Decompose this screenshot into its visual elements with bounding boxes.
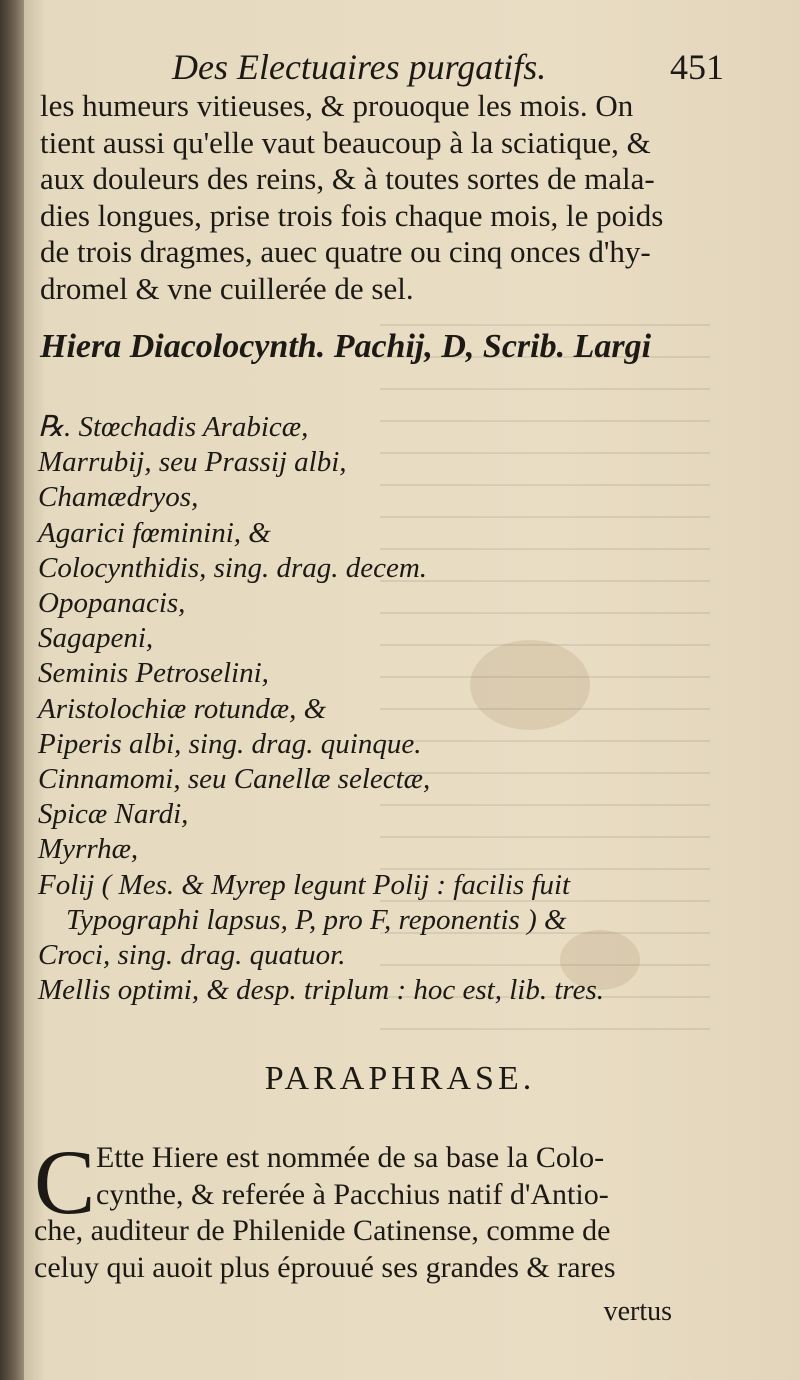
ingredient-line: Cinnamomi, seu Canellæ selectæ, (38, 763, 431, 796)
binding-gutter (0, 0, 24, 1380)
page-header (40, 40, 730, 90)
ingredient-line: Seminis Petroselini, (38, 657, 269, 690)
ingredient-line: Marrubij, seu Prassij albi, (38, 446, 347, 479)
catchword: vertus (603, 1296, 672, 1327)
ingredient-line: Myrrhæ, (38, 833, 139, 866)
ingredient-line: Opopanacis, (38, 587, 186, 620)
ingredient-line: Colocynthidis, sing. drag. decem. (38, 551, 428, 584)
text-line: dies longues, prise trois fois chaque mois, le poids (40, 197, 664, 233)
ingredient-line: Folij ( Mes. & Myrep legunt Polij : facilis fuit (38, 868, 571, 901)
ingredient-line: ℞. Stœchadis Arabicæ, (38, 411, 309, 443)
text-line: les humeurs vitieuses, & prouoque les mois. On (40, 88, 634, 123)
page-number: 451 (670, 47, 724, 87)
drop-cap: C (34, 1131, 96, 1233)
text-line: che, auditeur de Philenide Catinense, comme de (34, 1214, 611, 1247)
text-line: aux douleurs des reins, & à toutes sortes de mala- (40, 161, 655, 196)
body-paragraph (40, 88, 730, 307)
ingredient-line: Piperis albi, sing. drag. quinque. (38, 727, 422, 760)
text-line: dromel & vne cuillerée de sel. (40, 270, 414, 306)
ingredient-list (38, 410, 718, 1008)
text-line: celuy qui auoit plus éprouué ses grandes & rares (34, 1250, 616, 1284)
ingredient-line: Sagapeni, (38, 622, 154, 655)
text-line: cynthe, & referée à Pacchius natif d'Antio- (96, 1177, 609, 1211)
text-line: Ette Hiere est nommée de sa base la Colo- (96, 1141, 605, 1174)
ingredient-line: Agarici fœminini, & (38, 516, 271, 549)
running-title: Des Electuaires purgatifs. (172, 47, 547, 87)
ingredient-line: Croci, sing. drag. quatuor. (38, 939, 346, 972)
ingredient-line: Mellis optimi, & desp. triplum : hoc est, lib. tres. (38, 974, 604, 1007)
text-line: de trois dragmes, auec quatre ou cinq onces d'hy- (40, 234, 651, 269)
text-line: tient aussi qu'elle vaut beaucoup à la sciatique, & (40, 124, 651, 160)
ingredient-line: Typographi lapsus, P, pro F, reponentis ) & (66, 903, 567, 936)
ingredient-line: Aristolochiæ rotundæ, & (38, 692, 327, 725)
recipe-title: Hiera Diacolocynth. Pachij, D, Scrib. Largi (40, 328, 652, 365)
ingredient-line: Spicæ Nardi, (38, 798, 189, 831)
closing-paragraph (34, 1131, 724, 1286)
ingredient-line: Chamædryos, (38, 481, 199, 514)
section-heading: PARAPHRASE. (264, 1060, 536, 1097)
